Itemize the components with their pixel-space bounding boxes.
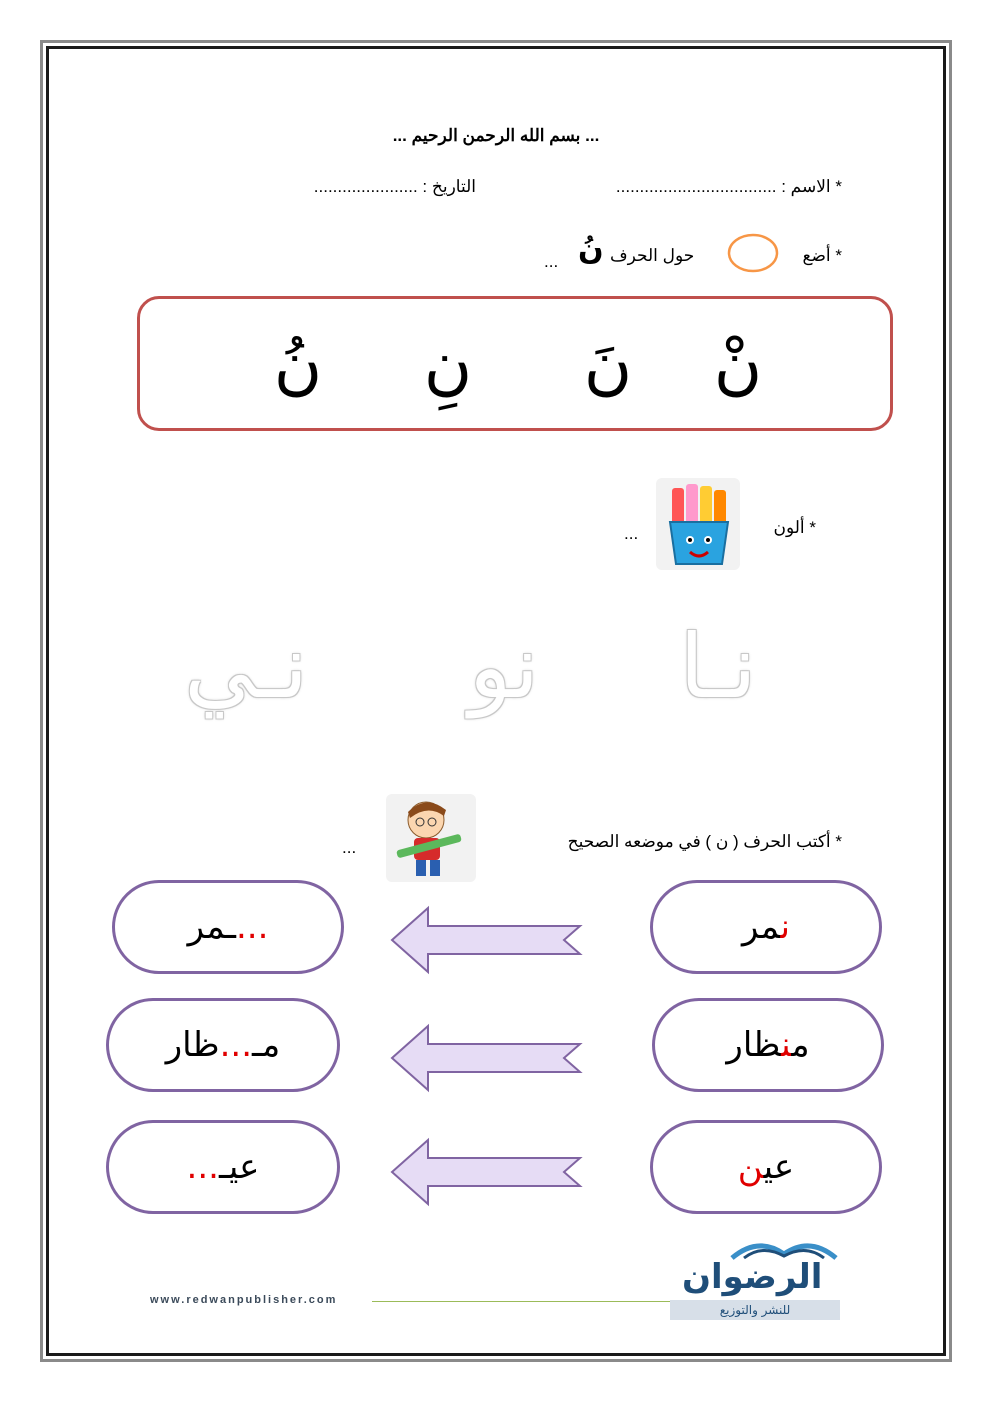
publisher-logo-subtitle: للنشر والتوزيع bbox=[670, 1300, 840, 1320]
source-word-end: مر bbox=[742, 907, 781, 947]
trace-syllable-na[interactable]: نـا bbox=[679, 615, 757, 718]
exercise1-trailing-dots: ... bbox=[544, 252, 559, 271]
source-word-start: عي bbox=[763, 1147, 795, 1187]
footer-divider bbox=[372, 1301, 672, 1302]
exercise1-target-letter: نُ bbox=[578, 232, 604, 267]
coloring-pencils-icon bbox=[650, 474, 746, 574]
exercise2-trailing-dots: ... bbox=[624, 524, 639, 543]
target-word bbox=[188, 907, 269, 947]
source-word bbox=[742, 907, 790, 947]
name-field-label[interactable]: * الاسم : .................................. bbox=[615, 177, 842, 196]
target-word bbox=[166, 1025, 280, 1065]
exercise1-instruction-start: * أضع bbox=[802, 246, 842, 265]
source-word-pill bbox=[650, 1120, 882, 1214]
letter-damma[interactable]: نُ bbox=[273, 326, 323, 403]
left-arrow-icon bbox=[388, 1022, 584, 1094]
source-word-pill bbox=[650, 880, 882, 974]
exercise3-trailing-dots: ... bbox=[342, 838, 357, 857]
target-word-pill[interactable] bbox=[106, 1120, 340, 1214]
date-field-label[interactable]: التاريخ : ...................... bbox=[313, 177, 476, 196]
target-word-pill[interactable] bbox=[112, 880, 344, 974]
target-word-end: ـمر bbox=[187, 907, 236, 947]
source-word bbox=[738, 1147, 794, 1187]
source-word-pill bbox=[652, 998, 884, 1092]
target-word-start: عيـ bbox=[218, 1147, 260, 1187]
source-word-highlight: ن bbox=[780, 907, 790, 947]
target-word-end: ظار bbox=[165, 1025, 220, 1065]
source-word-highlight: ن bbox=[781, 1025, 792, 1065]
left-arrow-icon bbox=[388, 1136, 584, 1208]
target-word-blank[interactable]: ... bbox=[186, 1147, 219, 1187]
target-word-start: مـ bbox=[252, 1025, 281, 1065]
target-word-blank[interactable]: ... bbox=[219, 1025, 253, 1065]
exercise3-instruction: * أكتب الحرف ( ن ) في موضعه الصحيح bbox=[567, 832, 842, 851]
letter-fatha[interactable]: نَ bbox=[583, 326, 633, 403]
source-word-start: م bbox=[791, 1025, 810, 1065]
exercise2-instruction: * ألون bbox=[773, 518, 816, 537]
left-arrow-icon bbox=[388, 904, 584, 976]
trace-syllable-ni[interactable]: نـي bbox=[184, 615, 308, 718]
source-word bbox=[726, 1025, 809, 1065]
source-word-highlight: ن bbox=[737, 1147, 764, 1187]
letter-kasra[interactable]: نِ bbox=[423, 326, 473, 403]
target-word bbox=[187, 1147, 260, 1187]
exercise1-instruction-middle: حول الحرف bbox=[610, 246, 695, 265]
footer-url[interactable]: www.redwanpublisher.com bbox=[150, 1294, 338, 1306]
publisher-logo-title: الرضوان bbox=[682, 1257, 823, 1297]
letter-sukun[interactable]: نْ bbox=[713, 326, 763, 403]
target-word-pill[interactable] bbox=[106, 998, 340, 1092]
source-word-end: ظار bbox=[726, 1025, 782, 1065]
trace-syllable-nu[interactable]: نو bbox=[469, 615, 539, 718]
target-word-blank[interactable]: ... bbox=[235, 907, 269, 947]
boy-writing-icon bbox=[384, 790, 480, 886]
circle-icon bbox=[726, 232, 780, 274]
basmala-heading: ... بسم الله الرحمن الرحيم ... bbox=[392, 126, 600, 145]
